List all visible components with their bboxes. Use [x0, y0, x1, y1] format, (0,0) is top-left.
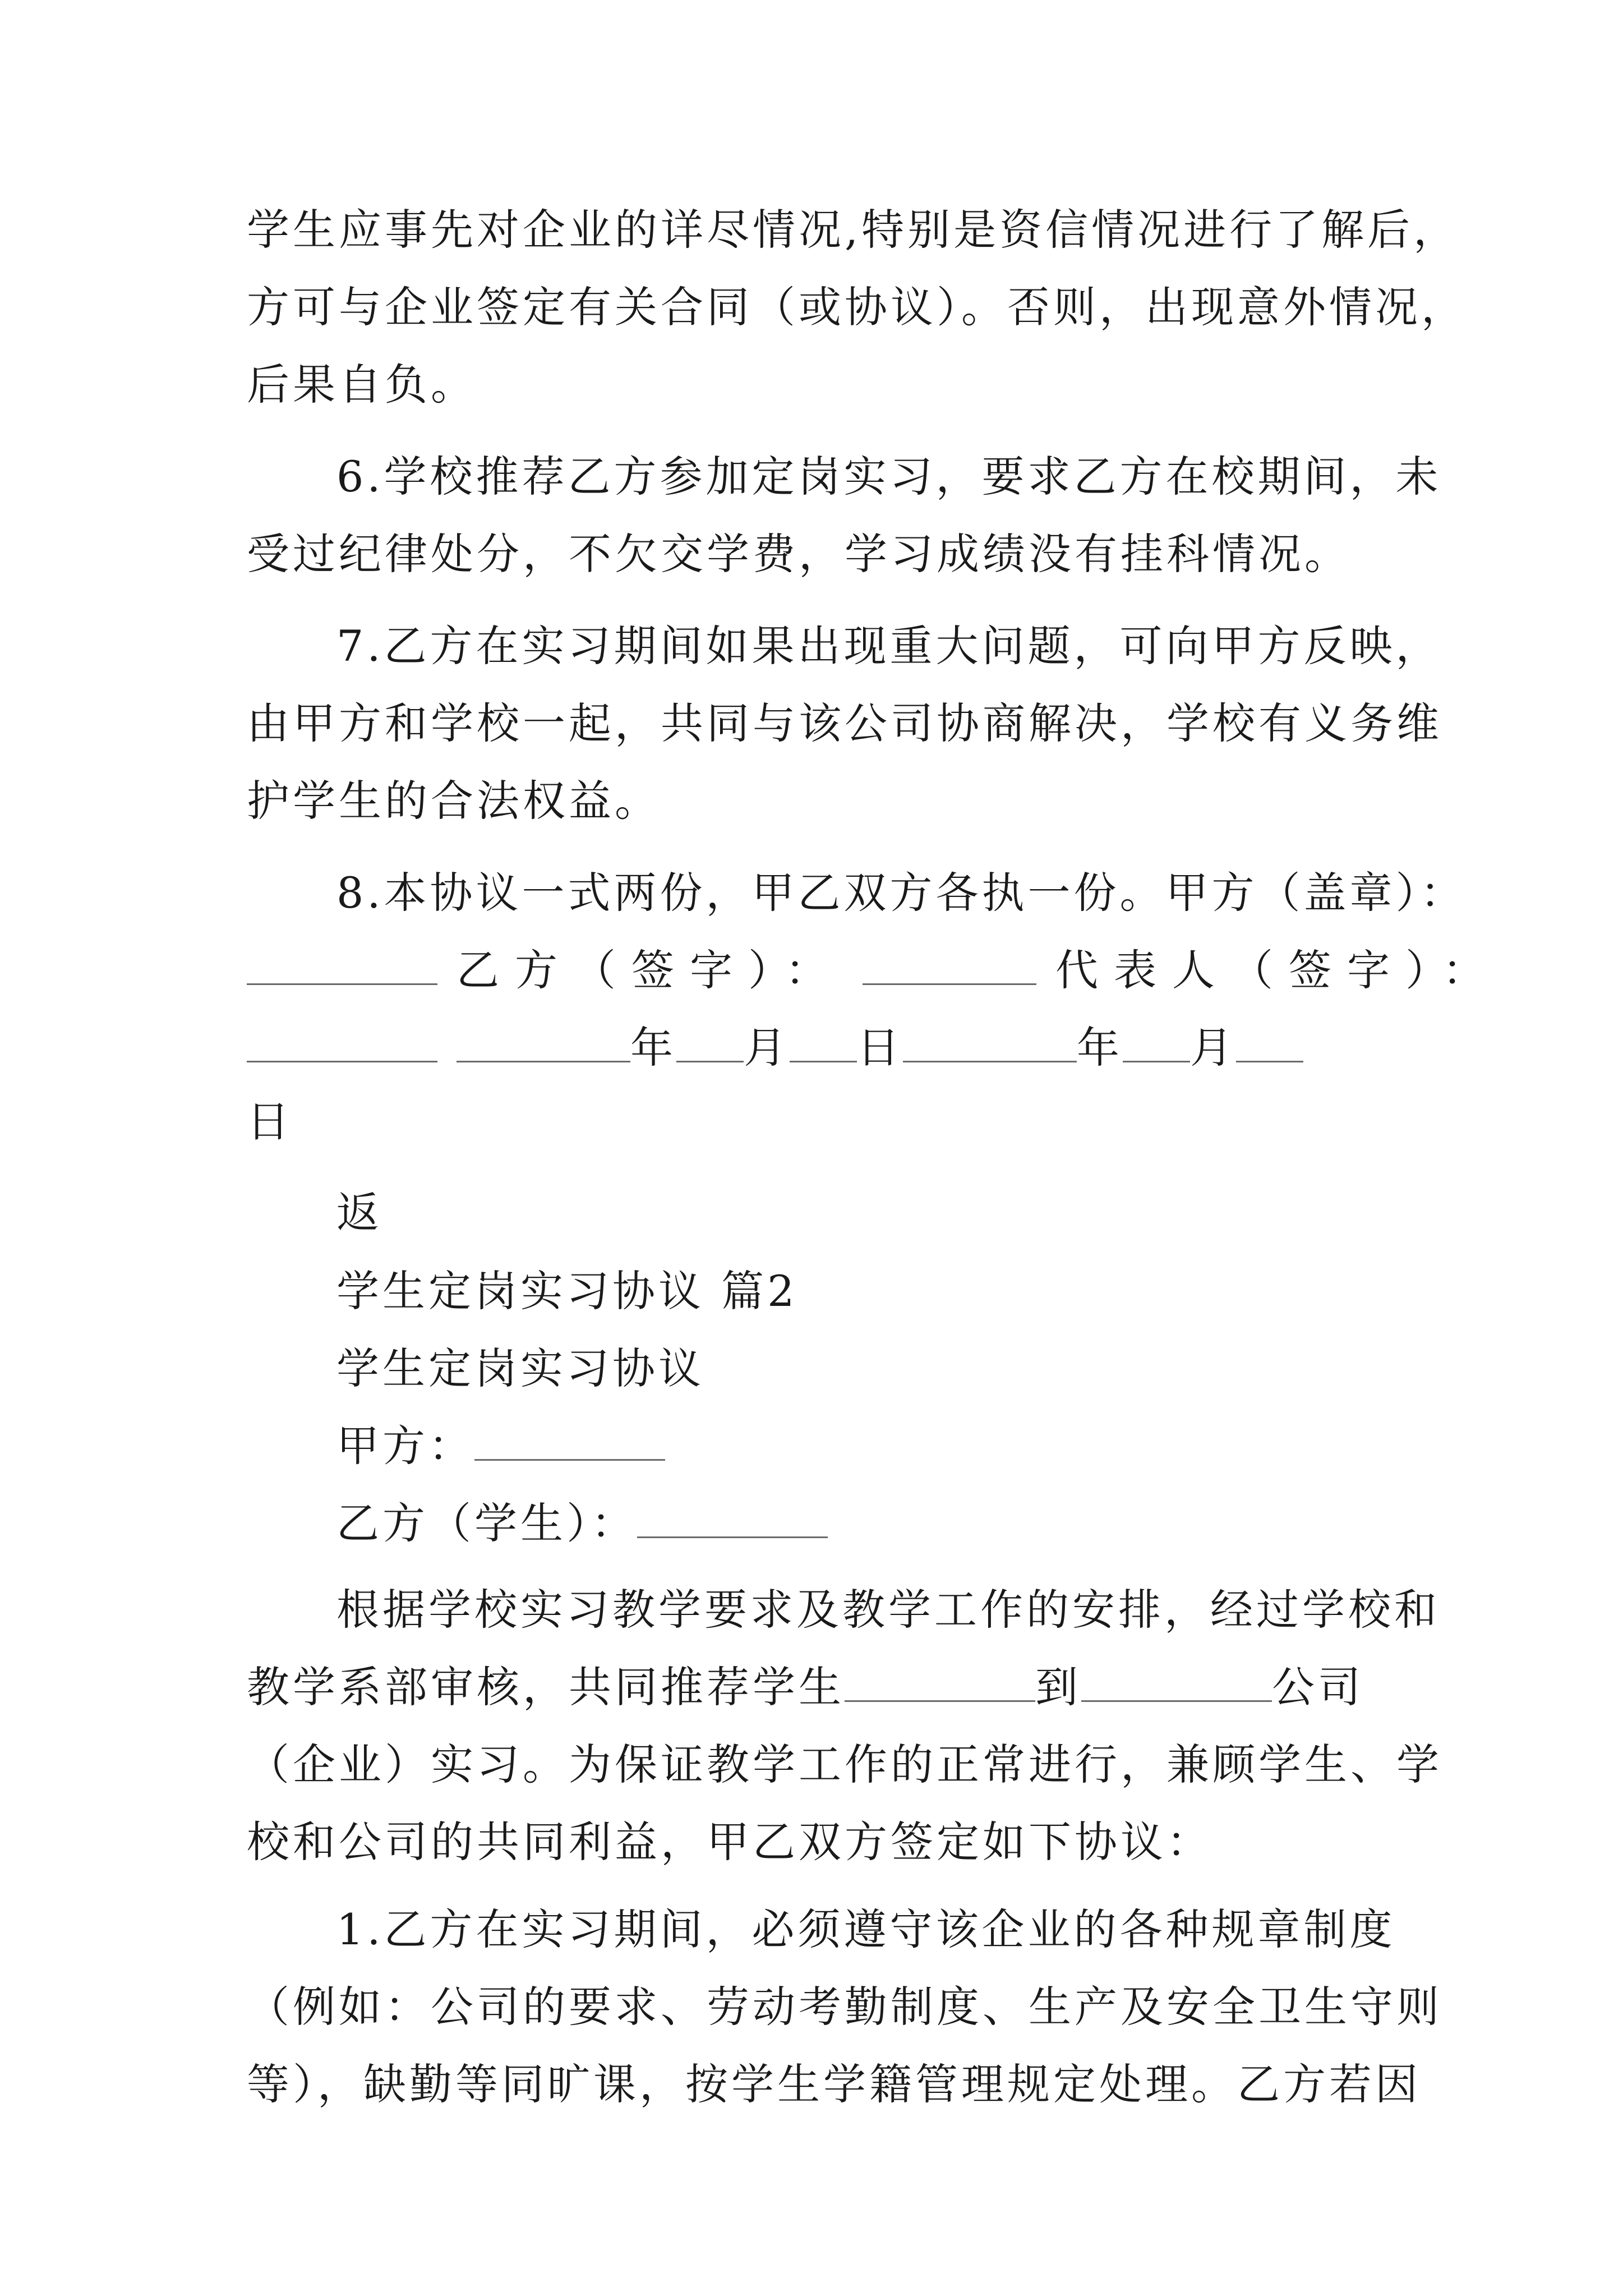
text-segment: 到	[1035, 1662, 1081, 1712]
section-title: 学生定岗实习协议 篇2	[336, 1266, 798, 1316]
paragraph-line: 护学生的合法权益。	[247, 776, 661, 826]
paragraph-line: 根据学校实习教学要求及教学工作的安排，经过学校和	[336, 1585, 1440, 1635]
day-label: 日	[857, 1023, 903, 1073]
party-a-seal-blank	[247, 944, 437, 985]
clause-7-line: 7.乙方在实习期间如果出现重大问题，可向甲方反映，	[336, 621, 1442, 671]
month-label: 月	[1190, 1023, 1236, 1073]
blank	[790, 1022, 857, 1062]
clause-8-line: 8.本协议一式两份，甲乙双方各执一份。甲方（盖章）：	[336, 868, 1467, 918]
paragraph-line: 日	[247, 1097, 293, 1147]
party-a-line	[336, 1412, 1503, 1480]
paragraph-line: 由甲方和学校一起，共同与该公司协商解决，学校有义务维	[247, 698, 1442, 748]
paragraph-line: 后果自负。	[247, 360, 477, 409]
company-blank	[1081, 1661, 1272, 1702]
party-a-label: 甲方：	[336, 1421, 474, 1471]
date-line	[247, 1014, 1413, 1082]
party-b-sign-label: 乙方（签字）：	[457, 945, 843, 995]
party-b-blank	[637, 1497, 828, 1538]
year-label: 年	[630, 1023, 676, 1073]
text-segment: 教学系部审核，共同推荐学生	[247, 1662, 845, 1712]
return-link[interactable]: 返	[336, 1188, 382, 1237]
paragraph-line	[247, 1654, 1413, 1721]
year-label: 年	[1077, 1023, 1123, 1073]
blank	[1236, 1022, 1303, 1062]
agreement-title: 学生定岗实习协议	[336, 1343, 704, 1393]
clause-6-line: 6.学校推荐乙方参加定岗实习，要求乙方在校期间，未	[336, 452, 1442, 501]
blank	[903, 1022, 1077, 1062]
party-b-label: 乙方（学生）：	[336, 1498, 637, 1548]
paragraph-line: 校和公司的共同利益，甲乙双方签定如下协议：	[247, 1817, 1212, 1867]
clause-1-line: 1.乙方在实习期间，必须遵守该企业的各种规章制度	[336, 1904, 1396, 1954]
blank	[247, 1022, 437, 1062]
student-blank	[845, 1661, 1035, 1702]
blank	[1123, 1022, 1190, 1062]
paragraph-line: 等），缺勤等同旷课，按学生学籍管理规定处理。乙方若因	[247, 2059, 1421, 2109]
blank	[457, 1022, 630, 1062]
paragraph-line: 学生应事先对企业的详尽情况,特别是资信情况进行了解后，	[247, 205, 1460, 255]
text-segment: 公司	[1272, 1662, 1364, 1712]
paragraph-line: （企业）实习。为保证教学工作的正常进行，兼顾学生、学	[247, 1740, 1442, 1789]
party-b-sign-blank	[863, 944, 1036, 985]
month-label: 月	[744, 1023, 790, 1073]
paragraph-line: 方可与企业签定有关合同（或协议）。否则，出现意外情况，	[247, 282, 1467, 332]
party-a-blank	[474, 1420, 665, 1461]
blank	[676, 1022, 744, 1062]
signature-line	[247, 937, 1501, 1004]
representative-sign-label: 代表人（签字）：	[1055, 945, 1501, 995]
paragraph-line: 受过纪律处分，不欠交学费，学习成绩没有挂科情况。	[247, 529, 1350, 579]
party-b-line	[336, 1490, 1503, 1557]
paragraph-line: （例如：公司的要求、劳动考勤制度、生产及安全卫生守则	[247, 1982, 1442, 2032]
